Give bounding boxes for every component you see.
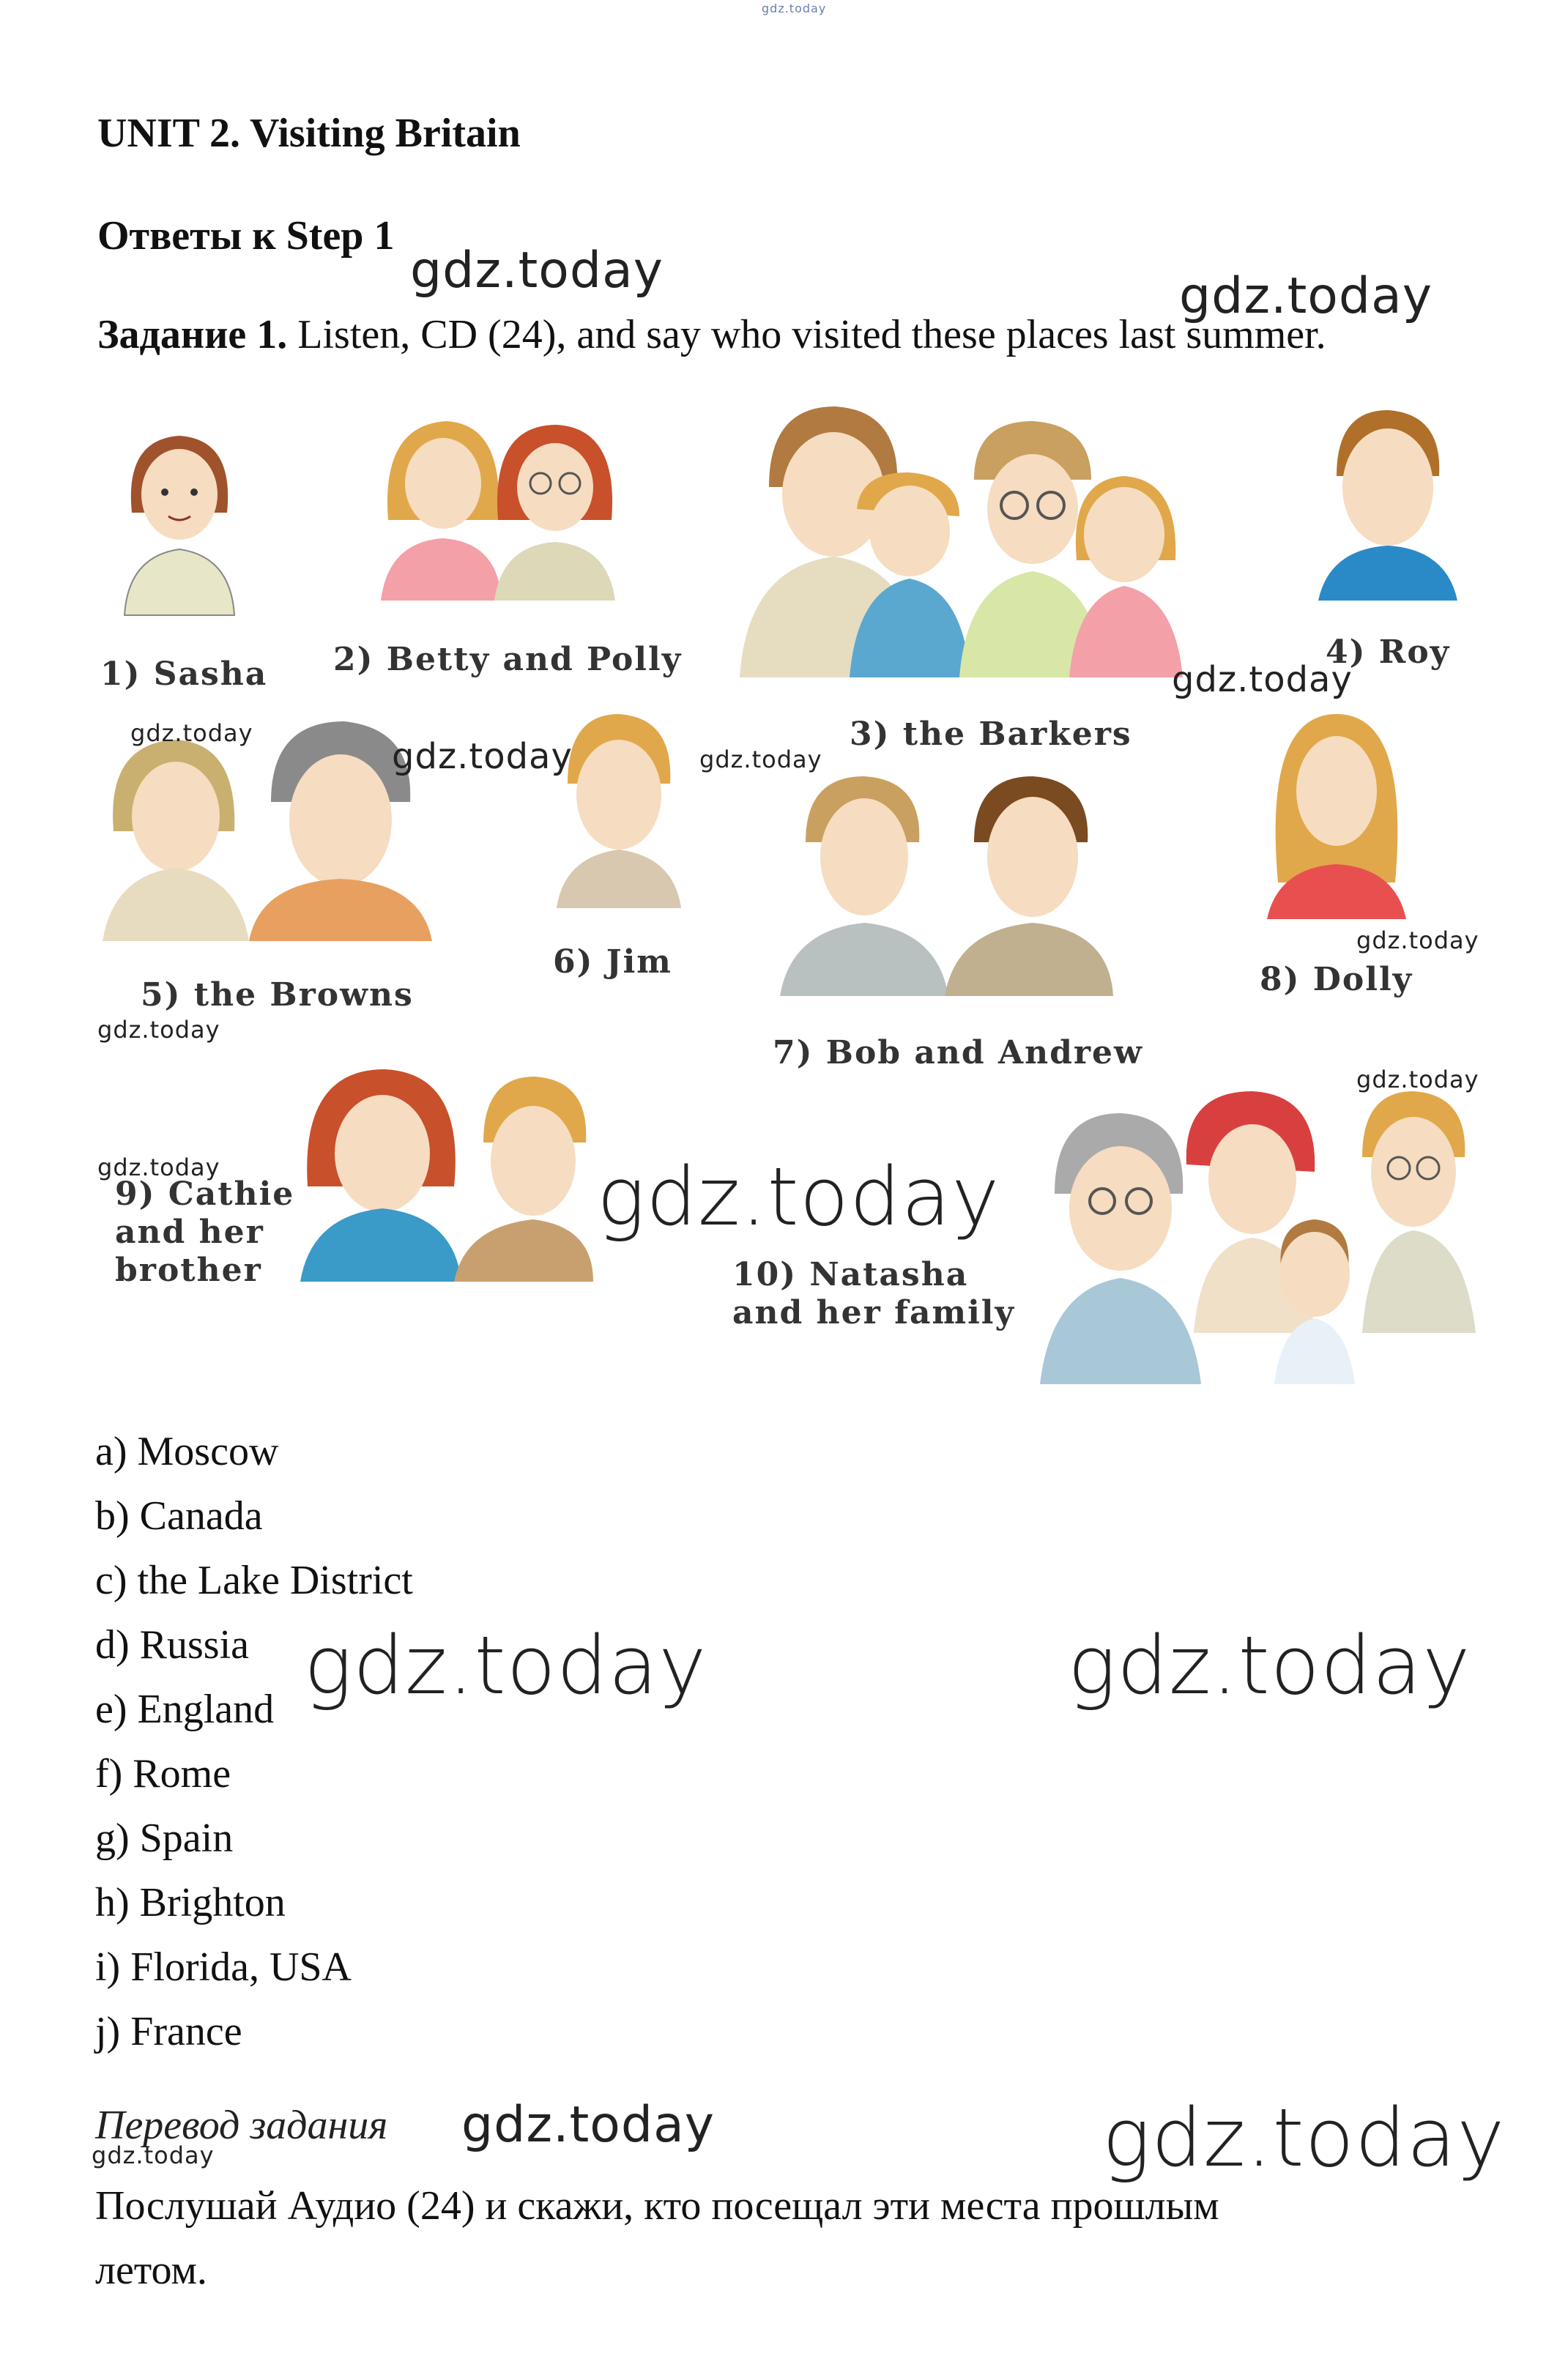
answer-c: c) the Lake District (95, 1558, 413, 1603)
watermark: gdz.today (392, 736, 573, 777)
portrait-betty-polly (374, 410, 623, 601)
caption-8: 8) Dolly (1260, 961, 1413, 998)
caption-10: 10) Natasha and her family (732, 1256, 1016, 1331)
caption-2: 2) Betty and Polly (333, 641, 683, 678)
watermark: gdz.today (1356, 926, 1479, 954)
portrait-bob-andrew (776, 776, 1113, 996)
watermark: gdz.today (130, 719, 253, 747)
caption-4: 4) Roy (1326, 633, 1451, 671)
watermark: gdz.today (1068, 1619, 1471, 1712)
caption-7: 7) Bob and Andrew (773, 1034, 1143, 1071)
task-instruction (97, 311, 1326, 358)
watermark: gdz.today (410, 242, 664, 300)
portrait-natasha-family (1040, 1091, 1479, 1384)
portrait-dolly (1260, 707, 1413, 919)
portrait-barkers (740, 399, 1216, 677)
translation-title: Перевод задания (95, 2103, 388, 2148)
watermark: gdz.today (699, 746, 822, 773)
task-text: Listen, CD (24), and say who visited these places last summer. (297, 312, 1326, 357)
portrait-jim (557, 710, 681, 908)
translation-line-1: Послушай Аудио (24) и скажи, кто посещал эти места прошлым (95, 2183, 1219, 2229)
portrait-cathie-brother (300, 1062, 593, 1282)
answer-h: h) Brighton (95, 1880, 286, 1925)
caption-6: 6) Jim (553, 943, 672, 981)
caption-5: 5) the Browns (141, 976, 414, 1014)
watermark: gdz.today (1102, 2091, 1506, 2185)
watermark: gdz.today (92, 2141, 215, 2169)
answer-i: i) Florida, USA (95, 1944, 352, 1990)
watermark: gdz.today (97, 1016, 220, 1044)
task-label: Задание 1. (97, 312, 288, 357)
answer-e: e) England (95, 1687, 275, 1732)
portrait-roy (1315, 403, 1461, 601)
portrait-sasha (110, 425, 249, 615)
caption-9: 9) Cathie and her brother (115, 1175, 295, 1289)
step-title: Ответы к Step 1 (97, 213, 395, 259)
watermark: gdz.today (1179, 267, 1433, 325)
watermark: gdz.today (97, 1153, 220, 1181)
watermark: gdz.today (597, 1150, 1000, 1244)
answer-a: a) Moscow (95, 1429, 279, 1474)
portrait-browns (103, 721, 432, 941)
answer-d: d) Russia (95, 1622, 249, 1668)
watermark: gdz.today (461, 2096, 715, 2154)
unit-title: UNIT 2. Visiting Britain (97, 111, 521, 156)
caption-3: 3) the Barkers (850, 716, 1132, 753)
answer-f: f) Rome (95, 1751, 231, 1796)
answer-j: j) France (95, 2009, 242, 2054)
translation-line-2: летом. (95, 2248, 207, 2293)
answer-b: b) Canada (95, 1493, 263, 1539)
watermark: gdz.today (304, 1619, 707, 1712)
watermark: gdz.today (1356, 1066, 1479, 1093)
caption-1: 1) Sasha (100, 655, 268, 693)
top-watermark: gdz.today (762, 1, 827, 15)
watermark: gdz.today (1172, 659, 1353, 700)
answer-g: g) Spain (95, 1816, 234, 1861)
